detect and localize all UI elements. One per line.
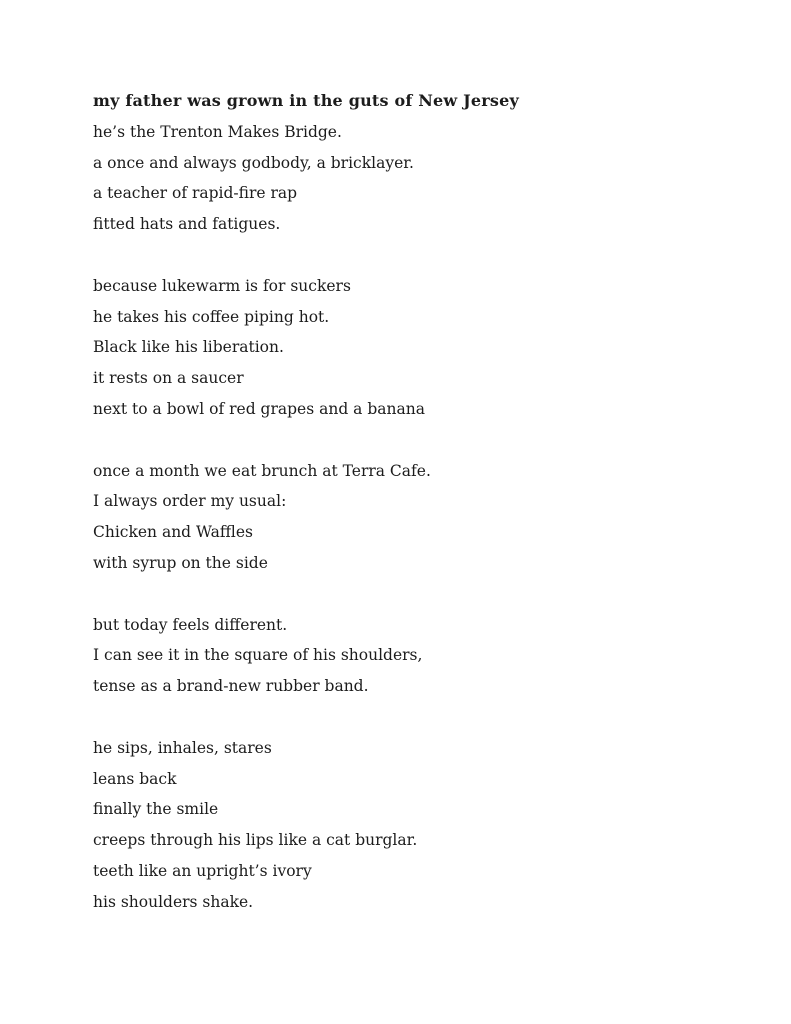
poem-line: I can see it in the square of his shoulders, xyxy=(93,646,423,665)
poem-line: teeth like an upright’s ivory xyxy=(93,861,312,880)
poem-line: Black like his liberation. xyxy=(93,338,284,357)
stanza-3 xyxy=(93,456,731,579)
poem-line: Chicken and Waffles xyxy=(93,523,253,542)
poem-line: it rests on a saucer xyxy=(93,369,244,388)
stanza-5 xyxy=(93,733,731,918)
poem-line: but today feels different. xyxy=(93,615,288,634)
poem-line: tense as a brand-new rubber band. xyxy=(93,677,369,696)
poem-title: my father was grown in the guts of New Jersey xyxy=(93,91,520,110)
poem-line: his shoulders shake. xyxy=(93,892,254,911)
poem-line: leans back xyxy=(93,769,177,788)
poem-line: fitted hats and fatigues. xyxy=(93,215,281,234)
stanza-4 xyxy=(93,610,731,702)
poem-line: finally the smile xyxy=(93,800,219,819)
poem-line: I always order my usual: xyxy=(93,492,287,511)
poem-line: because lukewarm is for suckers xyxy=(93,276,351,295)
poem-line: once a month we eat brunch at Terra Cafe. xyxy=(93,461,431,480)
poem-line: a once and always godbody, a bricklayer. xyxy=(93,153,414,172)
stanza-2 xyxy=(93,271,731,425)
poem-line: he’s the Trenton Makes Bridge. xyxy=(93,122,342,141)
poem-line: he sips, inhales, stares xyxy=(93,738,272,757)
poem-line: with syrup on the side xyxy=(93,553,268,572)
stanza-1 xyxy=(93,117,731,240)
poem-line: next to a bowl of red grapes and a banana xyxy=(93,399,425,418)
poem-line: creeps through his lips like a cat burglar. xyxy=(93,831,418,850)
poem-line: he takes his coffee piping hot. xyxy=(93,307,330,326)
poem-line: a teacher of rapid-fire rap xyxy=(93,184,298,203)
